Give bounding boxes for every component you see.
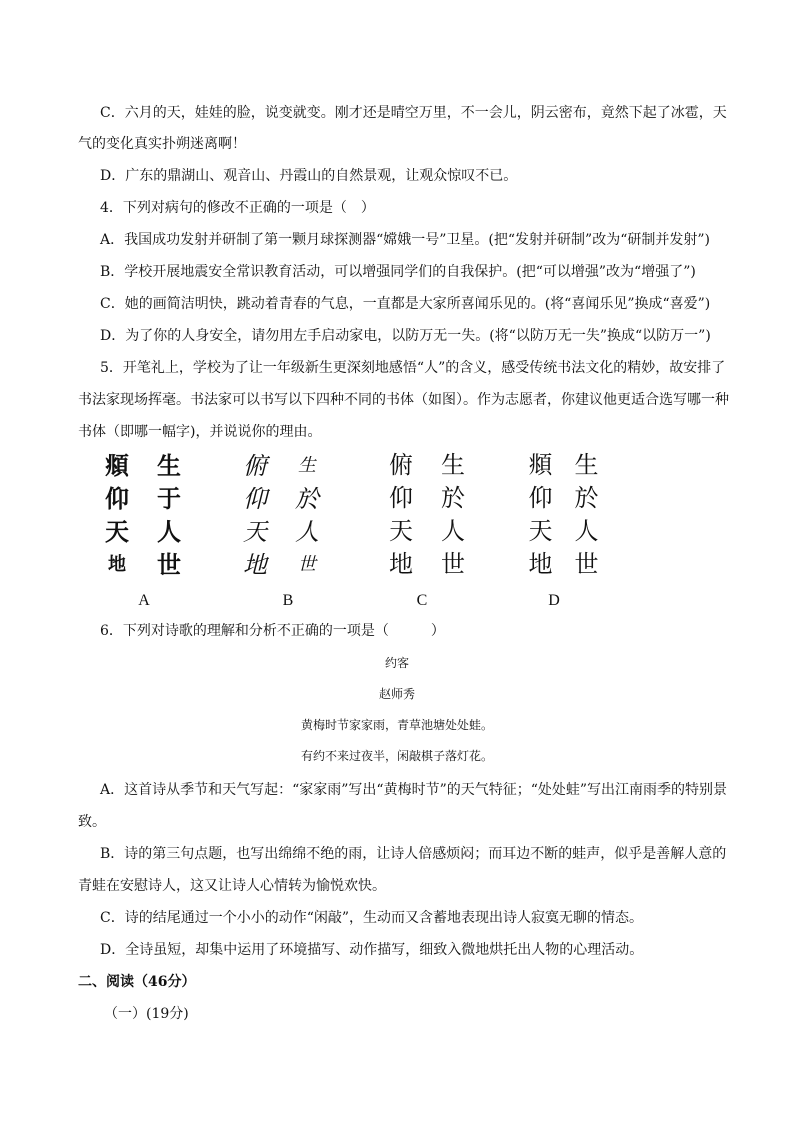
calligraphy-char: 天	[105, 518, 129, 546]
calligraphy-char: 人	[295, 518, 319, 546]
calligraphy-char: 俯	[389, 453, 413, 479]
section-2-part-1: （一）(19分)	[104, 1006, 189, 1022]
sample-label-d: D	[548, 592, 560, 609]
calligraphy-char: 頫	[105, 452, 129, 480]
sample-label-b: B	[282, 592, 294, 609]
calligraphy-char: 地	[389, 552, 413, 578]
calligraphy-char: 於	[574, 485, 600, 512]
calligraphy-char: 地	[108, 554, 126, 575]
calligraphy-char: 世	[574, 551, 600, 578]
calligraphy-char: 仰	[105, 485, 129, 513]
calligraphy-sample-a	[92, 450, 212, 609]
calligraphy-char: 世	[441, 552, 465, 578]
calligraphy-char: 于	[157, 485, 181, 513]
poem-title: 约客	[384, 656, 409, 670]
sample-label-a: A	[138, 592, 150, 609]
calligraphy-char: 於	[441, 486, 465, 512]
calligraphy-char: 地	[243, 551, 267, 579]
q3-option-c-line2: 气的变化真实扑朔迷离啊！	[78, 136, 246, 152]
q6-option-a-line2: 致。	[78, 814, 106, 830]
q4-option-a: A．我国成功发射并研制了第一颗月球探测器“嫦娥一号”卫星。(把“发射并研制”改为“研制并发射”)	[100, 232, 710, 248]
poem-line-2: 有约不来过夜半，闲敲棋子落灯花。	[300, 749, 493, 763]
calligraphy-char: 仰	[389, 486, 413, 512]
calligraphy-samples	[0, 450, 794, 620]
calligraphy-char: 仰	[243, 485, 267, 513]
q6-option-d: D．全诗虽短，却集中运用了环境描写、动作描写，细致入微地烘托出人物的心理活动。	[100, 942, 644, 958]
sample-label-c: C	[416, 592, 428, 609]
calligraphy-char: 天	[528, 518, 554, 545]
calligraphy-char: 生	[157, 452, 181, 480]
calligraphy-char: 人	[574, 518, 600, 545]
calligraphy-char: 生	[441, 453, 465, 479]
section-2-heading: 二、阅读（46分）	[78, 974, 196, 990]
calligraphy-char: 天	[389, 519, 413, 545]
calligraphy-sample-d	[516, 450, 636, 609]
calligraphy-char: 頫	[528, 452, 554, 479]
q4-option-b: B．学校开展地震安全常识教育活动，可以增强同学们的自我保护。(把“可以增强”改为“增强了”)	[100, 264, 696, 280]
calligraphy-char: 人	[441, 519, 465, 545]
calligraphy-char: 天	[243, 518, 267, 546]
calligraphy-char: 地	[528, 551, 554, 578]
question-4: 4．下列对病句的修改不正确的一项是（ ）	[100, 200, 375, 216]
q3-option-c-line1: C．六月的天，娃娃的脸，说变就变。刚才还是晴空万里，不一会儿，阴云密布，竟然下起了冰雹，天	[100, 105, 727, 121]
calligraphy-char: 生	[298, 455, 316, 476]
q3-option-d: D．广东的鼎湖山、观音山、丹霞山的自然景观，让观众惊叹不已。	[100, 168, 518, 184]
poem-line-1: 黄梅时节家家雨，青草池塘处处蛙。	[300, 718, 493, 732]
question-5-line2: 书法家现场挥毫。书法家可以书写以下四种不同的书体（如图）。作为志愿者，你建议他更适合选写哪一种	[78, 392, 729, 408]
calligraphy-sample-c	[376, 450, 496, 609]
q6-option-b-line2: 青蛙在安慰诗人，这又让诗人心情转为愉悦欢快。	[78, 878, 386, 894]
calligraphy-char: 人	[157, 518, 181, 546]
calligraphy-char: 俯	[243, 452, 267, 480]
calligraphy-char: 世	[157, 551, 181, 579]
q6-option-a-line1: A．这首诗从季节和天气写起：“家家雨”写出“黄梅时节”的天气特征；“处处蛙”写出江南雨季的特别景	[100, 782, 728, 798]
calligraphy-sample-b	[230, 450, 350, 609]
calligraphy-char: 世	[298, 554, 316, 575]
q4-option-c: C．她的画简洁明快，跳动着青春的气息，一直都是大家所喜闻乐见的。(将“喜闻乐见”换成“喜爱”)	[100, 296, 711, 312]
q6-option-b-line1: B．诗的第三句点题，也写出绵绵不绝的雨，让诗人倍感烦闷；而耳边不断的蛙声，似乎是善解人意的	[100, 846, 727, 862]
q6-option-c: C．诗的结尾通过一个小小的动作“闲敲”，生动而又含蓄地表现出诗人寂寞无聊的情态。	[100, 910, 644, 926]
calligraphy-char: 生	[574, 452, 600, 479]
poem-author: 赵师秀	[378, 687, 415, 701]
question-5-line1: 5．开笔礼上，学校为了让一年级新生更深刻地感悟“人”的含义，感受传统书法文化的精妙，故安排了	[100, 360, 726, 376]
calligraphy-char: 仰	[528, 485, 554, 512]
question-5-line3: 书体（即哪一幅字)，并说说你的理由。	[78, 424, 322, 440]
q4-option-d: D．为了你的人身安全，请勿用左手启动家电，以防万无一失。(将“以防万无一失”换成“以防万一”)	[100, 328, 711, 344]
question-6: 6．下列对诗歌的理解和分析不正确的一项是（ ）	[100, 623, 445, 639]
calligraphy-char: 於	[295, 485, 319, 513]
